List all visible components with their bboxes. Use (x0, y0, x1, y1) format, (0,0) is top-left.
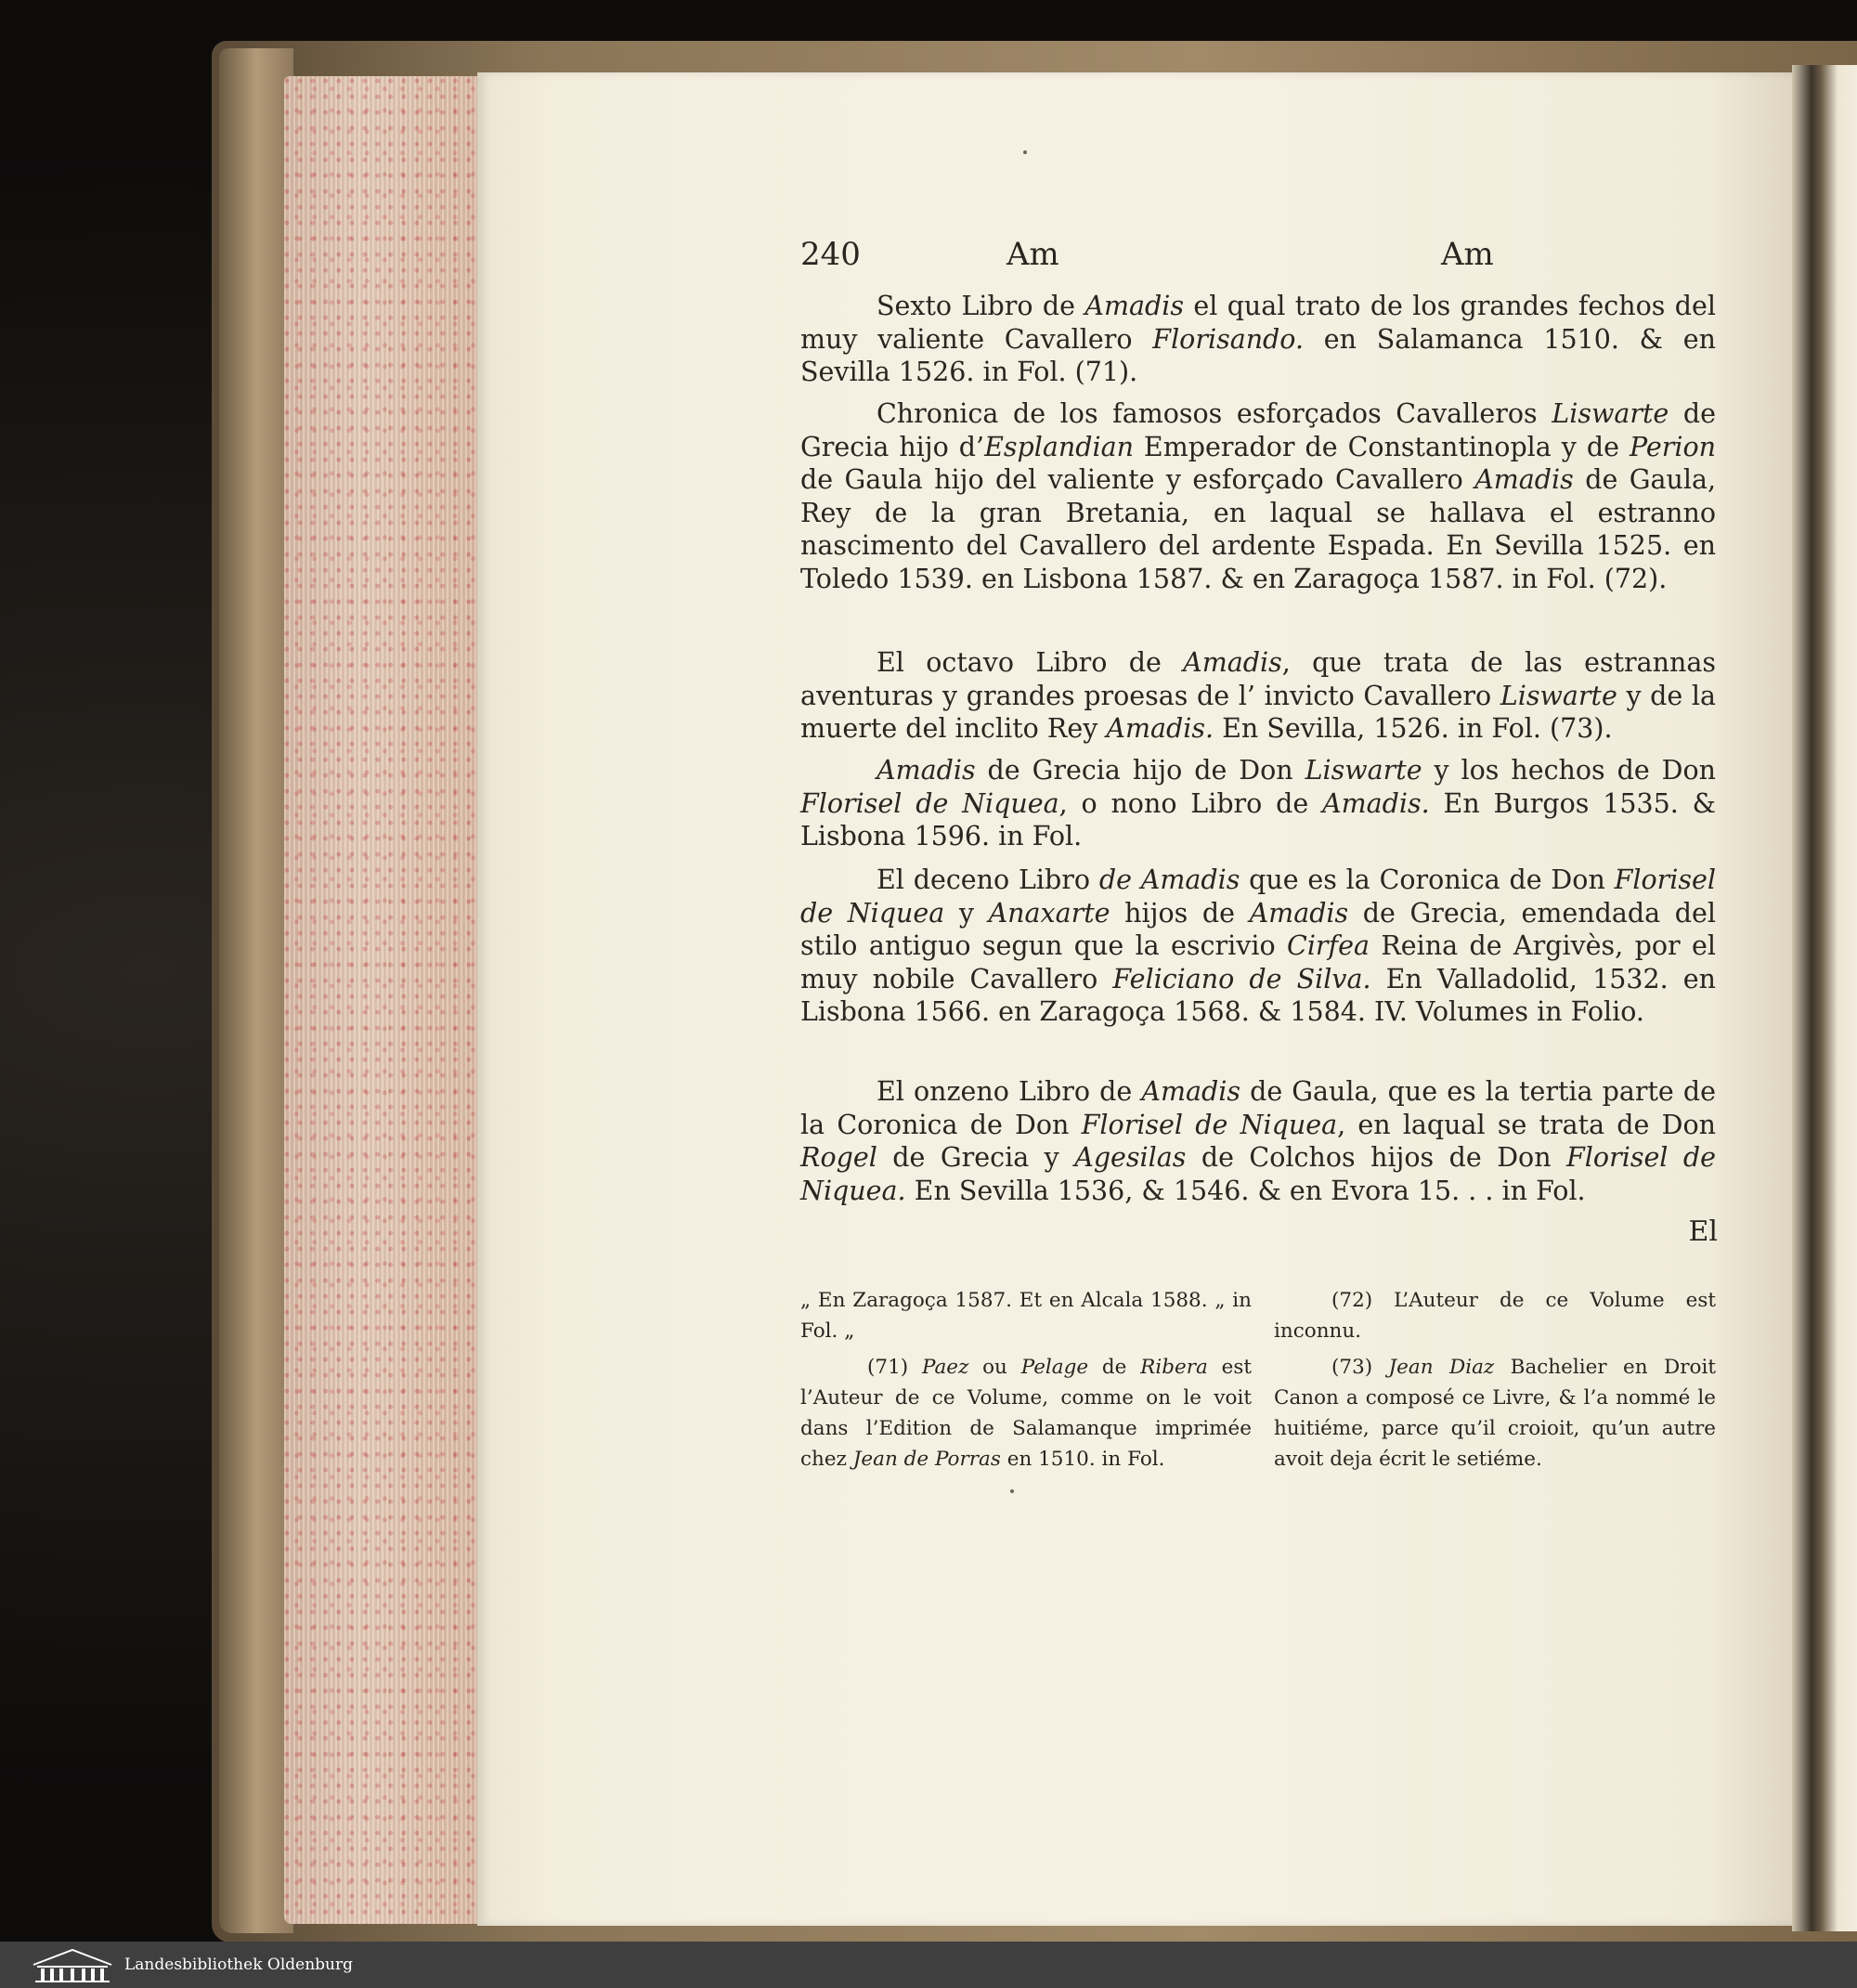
italic-term: Florisel de Niquea. (800, 1142, 1716, 1206)
italic-term: Agesilas (1074, 1142, 1187, 1173)
page-fore-edge (284, 76, 479, 1924)
italic-term: Amadis (877, 755, 976, 786)
italic-term: Amadis (1084, 291, 1184, 321)
italic-term: Florisel de Niquea (800, 864, 1716, 929)
bibliography-entry: El deceno Libro de Amadis que es la Coronica de Don Florisel de Niquea y Anaxarte hijos de Amadis de Grecia, emendada del stilo antiguo segun que la escrivio Cirfea Reina de Argivès, por el muy nobile Cavallero Feliciano de Silva. En Valladolid, 1532. en Lisbona 1566. en Zaragoça 1568. & 1584. IV. Volumes in Folio. (800, 864, 1716, 1027)
italic-term: Amadis (1474, 464, 1574, 495)
catchword: El (1688, 1215, 1718, 1248)
italic-term: Florisando. (1152, 323, 1305, 355)
italic-term: Amadis (1183, 647, 1282, 678)
italic-term: Florisel de Niquea (800, 787, 1059, 819)
bibliography-entry: Sexto Libro de Amadis el qual trato de los grandes fechos del muy valiente Cavallero Florisando. en Salamanca 1510. & en Sevilla 1526. in Fol. (71). (800, 291, 1716, 387)
italic-term: Jean de Porras (852, 1448, 1001, 1471)
italic-term: Pelage (1020, 1356, 1089, 1379)
running-header (800, 234, 1716, 275)
running-head-left: Am (1006, 236, 1059, 273)
bibliography-entry: Amadis de Grecia hijo de Don Liswarte y los hechos de Don Florisel de Niquea, o nono Libro de Amadis. En Burgos 1535. & Lisbona 1596. in Fol. (800, 755, 1717, 851)
italic-term: Perion (1630, 431, 1717, 462)
italic-term: Esplandian (984, 431, 1134, 462)
italic-term: Rogel (800, 1142, 877, 1173)
italic-term: Ribera (1140, 1356, 1208, 1379)
page-speck (1010, 1489, 1014, 1493)
footnote: (71) Paez ou Pelage de Ribera est l’Auteur de ce Volume, comme on le voit dans l’Edition de Salamanque imprimée chez Jean de Porras en 1510. in Fol. (800, 1356, 1253, 1471)
italic-term: Liswarte (1305, 755, 1422, 786)
footnote: (73) Jean Diaz Bachelier en Droit Canon a composé ce Livre, & l’a nommé le huitiéme, parce qu’il croioit, qu’un autre avoit deja écrit le setiéme. (1274, 1356, 1716, 1471)
italic-term: Feliciano de Silva. (1112, 963, 1371, 994)
footnote: „ En Zaragoça 1587. Et en Alcala 1588. „ in Fol. „ (800, 1289, 1252, 1343)
bibliography-entry: El octavo Libro de Amadis, que trata de las estrannas aventuras y grandes proesas de l’ invicto Cavallero Liswarte y de la muerte del inclito Rey Amadis. En Sevilla, 1526. in Fol. (73). (800, 647, 1717, 744)
italic-term: de Amadis (1098, 864, 1240, 895)
bibliography-entry: El onzeno Libro de Amadis de Gaula, que es la tertia parte de la Coronica de Don Florisel de Niquea, en laqual se trata de Don Rogel de Grecia y Agesilas de Colchos hijos de Don Florisel de Niquea. En Sevilla 1536, & 1546. & en Evora 15. . . in Fol. (800, 1076, 1716, 1206)
library-building-icon (32, 1946, 113, 1983)
italic-term: Amadis (1141, 1076, 1240, 1107)
running-head-right: Am (1441, 236, 1494, 273)
bibliography-entry: Chronica de los famosos esforçados Cavalleros Liswarte de Grecia hijo d’Esplandian Emperador de Constantinopla y de Perion de Gaula hijo del valiente y esforçado Cavallero Amadis de Gaula, Rey de la gran Bretania, en laqual se hallava el estranno nascimento del Cavallero del ardente Espada. En Sevilla 1525. en Toledo 1539. en Lisbona 1587. & en Zaragoça 1587. in Fol. (72). (800, 398, 1717, 594)
italic-term: Jean Diaz (1388, 1356, 1495, 1379)
page-speck (1023, 150, 1027, 154)
page-number: 240 (800, 236, 861, 273)
book-spine-edge (219, 48, 293, 1933)
italic-term: Liswarte (1552, 398, 1669, 429)
italic-term: Amadis (1249, 897, 1349, 929)
footnote: (72) L’Auteur de ce Volume est inconnu. (1274, 1289, 1716, 1343)
italic-term: Liswarte (1500, 680, 1617, 711)
library-name: Landesbibliothek Oldenburg (124, 1956, 354, 1974)
italic-term: Florisel de Niquea (1081, 1109, 1338, 1140)
italic-term: Paez (921, 1356, 969, 1379)
italic-term: Anaxarte (988, 897, 1110, 929)
italic-term: Cirfea (1287, 930, 1370, 961)
italic-term: Amadis. (1106, 713, 1214, 744)
italic-term: Amadis. (1322, 787, 1430, 819)
page-gutter (1792, 65, 1857, 1931)
